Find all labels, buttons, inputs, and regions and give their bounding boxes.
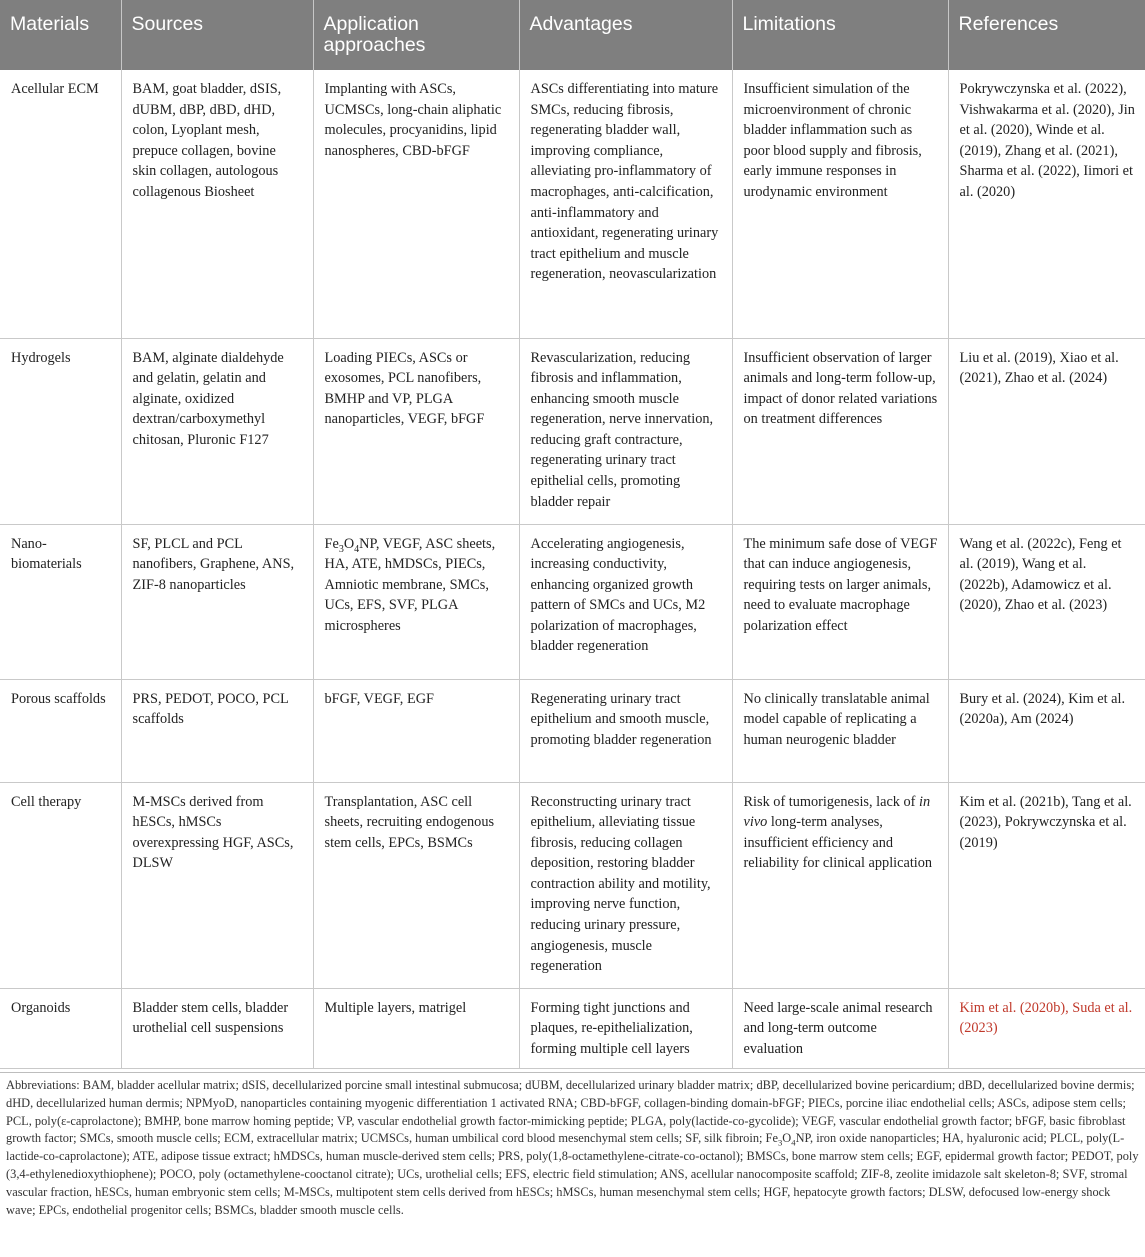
cell-approaches: Loading PIECs, ASCs or exosomes, PCL nanofibers, BMHP and VP, PLGA nanoparticles, VEGF, bFGF	[313, 338, 519, 524]
cell-limitations: The minimum safe dose of VEGF that can induce angiogenesis, requiring tests on larger animals, need to evaluate macrophage polarization effect	[732, 524, 948, 679]
limitations-in-vivo: in vivo	[743, 793, 931, 831]
footnote-sub-3: 3	[777, 1137, 783, 1148]
cell-references: Wang et al. (2022c), Feng et al. (2019), Wang et al. (2022b), Adamowicz et al. (2020), Zhao et al. (2023)	[948, 524, 1145, 679]
cell-limitations: No clinically translatable animal model capable of replicating a human neurogenic bladder	[732, 679, 948, 782]
cell-limitations	[732, 782, 948, 988]
approaches-sub-3: 3	[338, 543, 344, 555]
cell-sources: SF, PLCL and PCL nanofibers, Graphene, ANS, ZIF-8 nanoparticles	[121, 524, 313, 679]
cell-references: Kim et al. (2021b), Tang et al. (2023), Pokrywczynska et al. (2019)	[948, 782, 1145, 988]
approaches-sub-4: 4	[354, 543, 360, 555]
header-materials: Materials	[0, 0, 121, 70]
footnote-o: O	[782, 1131, 792, 1146]
cell-approaches: Implanting with ASCs, UCMSCs, long-chain aliphatic molecules, procyanidins, lipid nanospheres, CBD-bFGF	[313, 70, 519, 338]
header-limitations: Limitations	[732, 0, 948, 70]
cell-material: Cell therapy	[0, 782, 121, 988]
cell-approaches	[313, 524, 519, 679]
table-body	[0, 70, 1145, 1069]
table-row	[0, 338, 1145, 524]
approaches-fe: Fe	[324, 535, 339, 552]
header-row	[0, 0, 1145, 70]
cell-advantages: ASCs differentiating into mature SMCs, reducing fibrosis, regenerating bladder wall, improving compliance, alleviating pro-inflammatory of macrophages, anti-calcification, anti-inflammatory and antioxidant, regenerating urinary tract epithelium and muscle regeneration, neovascularization	[519, 70, 732, 338]
header-references: References	[948, 0, 1145, 70]
cell-sources: BAM, alginate dialdehyde and gelatin, gelatin and alginate, oxidized dextran/carboxymethyl chitosan, Pluronic F127	[121, 338, 313, 524]
cell-advantages: Accelerating angiogenesis, increasing conductivity, enhancing organized growth pattern of SMCs and UCs, M2 polarization of macrophages, bladder regeneration	[519, 524, 732, 679]
cell-sources: PRS, PEDOT, POCO, PCL scaffolds	[121, 679, 313, 782]
table-row	[0, 524, 1145, 679]
abbreviations-footnote	[0, 1072, 1145, 1219]
cell-approaches: bFGF, VEGF, EGF	[313, 679, 519, 782]
cell-sources: BAM, goat bladder, dSIS, dUBM, dBP, dBD, dHD, colon, Lyoplant mesh, prepuce collagen, bovine skin collagen, autologous collagenous Biosheet	[121, 70, 313, 338]
cell-references: Bury et al. (2024), Kim et al. (2020a), Am (2024)	[948, 679, 1145, 782]
cell-references-link[interactable]: Kim et al. (2020b), Suda et al. (2023)	[948, 988, 1145, 1069]
approaches-rest: NP, VEGF, ASC sheets, HA, ATE, hMDSCs, PIECs, Amniotic membrane, SMCs, UCs, EFS, SVF, PLGA microspheres	[324, 535, 496, 634]
cell-limitations: Need large-scale animal research and long-term outcome evaluation	[732, 988, 948, 1069]
header-sources: Sources	[121, 0, 313, 70]
cell-limitations: Insufficient simulation of the microenvironment of chronic bladder inflammation such as poor blood supply and fibrosis, early immune responses in urodynamic environment	[732, 70, 948, 338]
cell-references: Pokrywczynska et al. (2022), Vishwakarma et al. (2020), Jin et al. (2020), Winde et al. (2019), Zhang et al. (2021), Sharma et al. (2022), Iimori et al. (2020)	[948, 70, 1145, 338]
footnote-text-a: Abbreviations: BAM, bladder acellular matrix; dSIS, decellularized porcine small intestinal submucosa; dUBM, decellularized urinary bladder matrix; dBP, decellularized bovine pericardium; dBD, decellularized bovine dermis; dHD, decellularized human dermis; NPMyoD, nanoparticles containing myogenic differentiation 1 activated RNA; CBD-bFGF, collagen-binding domain-bFGF; PIECs, porcine iliac endothelial cells; ASCs, adipose stem cells; PCL, poly(ε-caprolactone); BMHP, bone marrow homing peptide; VP, vascular endothelial growth factor-mimicking peptide; PLGA, poly(lactide-co-gycolide); VEGF, vascular endothelial growth factor; bFGF, basic fibroblast growth factor; SMCs, smooth muscle cells; ECM, extracellular matrix; UCMSCs, human umbilical cord blood mesenchymal stem cells; SF, silk fibroin; Fe	[6, 1078, 1135, 1146]
limitations-text-b: long-term analyses, insufficient efficiency and reliability for clinical application	[743, 814, 933, 872]
cell-material: Organoids	[0, 988, 121, 1069]
footnote-text-b: NP, iron oxide nanoparticles; HA, hyaluronic acid; PLCL, poly(L-lactide-co-caprolactone); ATE, adipose tissue extract; hMDSCs, human muscle-derived stem cells; PRS, poly(1,8-octamethylene-citrate-co-octanol); BMSCs, bone marrow stem cells; EGF, epidermal growth factor; PEDOT, poly (3,4-ethylenedioxythiophene); POCO, poly (octamethylene-cooctanol citrate); UCs, urothelial cells; EFS, electric field stimulation; ANS, acellular nanocomposite scaffold; ZIF-8, zeolite imidazole salt skeleton-8; SVF, stromal vascular fraction, hESCs, human embryonic stem cells; M-MSCs, multipotent stem cells derived from hESCs; hMSCs, human mesenchymal stem cells; HGF, hepatocyte growth factors; DLSW, defocused low-energy shock wave; EPCs, endothelial progenitor cells; BSMCs, bladder smooth muscle cells.	[6, 1131, 1139, 1217]
header-application-approaches: Application approaches	[313, 0, 519, 70]
table-row	[0, 70, 1145, 338]
cell-material: Acellular ECM	[0, 70, 121, 338]
limitations-text-a: Risk of tumorigenesis, lack of	[743, 793, 920, 810]
cell-approaches: Multiple layers, matrigel	[313, 988, 519, 1069]
table-row	[0, 782, 1145, 988]
cell-material: Nano-biomaterials	[0, 524, 121, 679]
cell-material: Porous scaffolds	[0, 679, 121, 782]
cell-advantages: Forming tight junctions and plaques, re-epithelialization, forming multiple cell layers	[519, 988, 732, 1069]
approaches-o: O	[343, 535, 355, 552]
cell-limitations: Insufficient observation of larger animals and long-term follow-up, impact of donor related variations on treatment differences	[732, 338, 948, 524]
header-advantages: Advantages	[519, 0, 732, 70]
table-row	[0, 679, 1145, 782]
cell-advantages: Regenerating urinary tract epithelium and smooth muscle, promoting bladder regeneration	[519, 679, 732, 782]
cell-sources: M-MSCs derived from hESCs, hMSCs overexpressing HGF, ASCs, DLSW	[121, 782, 313, 988]
footnote-sub-4: 4	[791, 1137, 796, 1148]
cell-advantages: Revascularization, reducing fibrosis and inflammation, enhancing smooth muscle regeneration, nerve innervation, reducing graft contracture, regenerating urinary tract epithelial cells, promoting bladder repair	[519, 338, 732, 524]
table-header	[0, 0, 1145, 70]
cell-approaches: Transplantation, ASC cell sheets, recruiting endogenous stem cells, EPCs, BSMCs	[313, 782, 519, 988]
table-row	[0, 988, 1145, 1069]
cell-references: Liu et al. (2019), Xiao et al. (2021), Zhao et al. (2024)	[948, 338, 1145, 524]
cell-advantages: Reconstructing urinary tract epithelium, alleviating tissue fibrosis, reducing collagen deposition, restoring bladder contraction ability and motility, improving nerve function, reducing urinary pressure, angiogenesis, muscle regeneration	[519, 782, 732, 988]
cell-material: Hydrogels	[0, 338, 121, 524]
cell-sources: Bladder stem cells, bladder urothelial cell suspensions	[121, 988, 313, 1069]
